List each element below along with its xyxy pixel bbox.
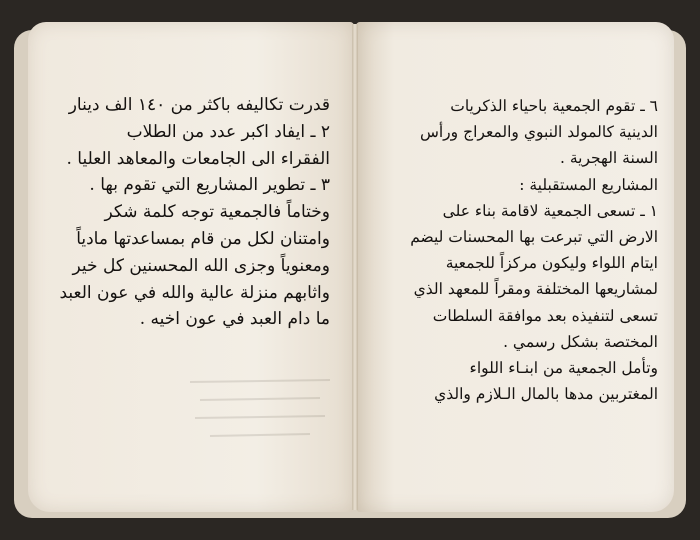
left-line-5: وختاماً فالجمعية توجه كلمة شكر [104, 202, 330, 223]
left-line-7: ومعنوياً وجزى الله المحسنين كل خير [72, 255, 330, 276]
right-line-5: ١ ـ تسعى الجمعية لاقامة بناء على [442, 201, 658, 220]
left-line-6: وامتنان لكل من قام بمساعدتها مادياً [76, 228, 330, 249]
left-line-8: واثابهم منزلة عالية والله في عون العبد [59, 282, 330, 303]
bleed-through-scribbles [180, 370, 340, 460]
bleed-through-marks [180, 370, 340, 460]
left-line-1: قدرت تكاليفه باكثر من ١٤٠ الف دينار [68, 95, 330, 115]
right-line-8: لمشاريعها المختلفة ومقراً للمعهد الذي [413, 280, 658, 299]
left-line-2: ٢ ـ ايفاد اكبر عدد من الطلاب [126, 121, 330, 142]
right-line-7: ايتام اللواء وليكون مركزاً للجمعية [445, 254, 658, 273]
booklet-spine [352, 24, 358, 510]
right-line-6: الارض التي تبرعت بها المحسنات ليضم [410, 228, 658, 247]
right-line-10: المختصة بشكل رسمي . [503, 332, 658, 351]
left-line-4: ٣ ـ تطوير المشاريع التي تقوم بها . [89, 175, 330, 196]
left-line-3: الفقراء الى الجامعات والمعاهد العليا . [66, 148, 330, 169]
right-page-text [376, 93, 658, 407]
right-line-11: وتأمل الجمعية من ابنـاء اللواء [469, 359, 658, 378]
left-page-text [58, 92, 330, 333]
right-line-3: السنة الهجرية . [560, 149, 658, 168]
right-line-9: تسعى لتنفيذه بعد موافقة السلطات [432, 306, 658, 325]
right-line-12: المغتربين مدها بالمال الـلازم والذي [434, 385, 658, 404]
left-line-9: ما دام العبد في عون اخيه . [139, 309, 330, 330]
right-line-1: ٦ ـ تقوم الجمعية باحياء الذكريات [450, 97, 658, 115]
right-line-4: المشاريع المستقبلية : [519, 175, 658, 194]
right-line-2: الدينية كالمولد النبوي والمعراج ورأس [419, 123, 658, 142]
